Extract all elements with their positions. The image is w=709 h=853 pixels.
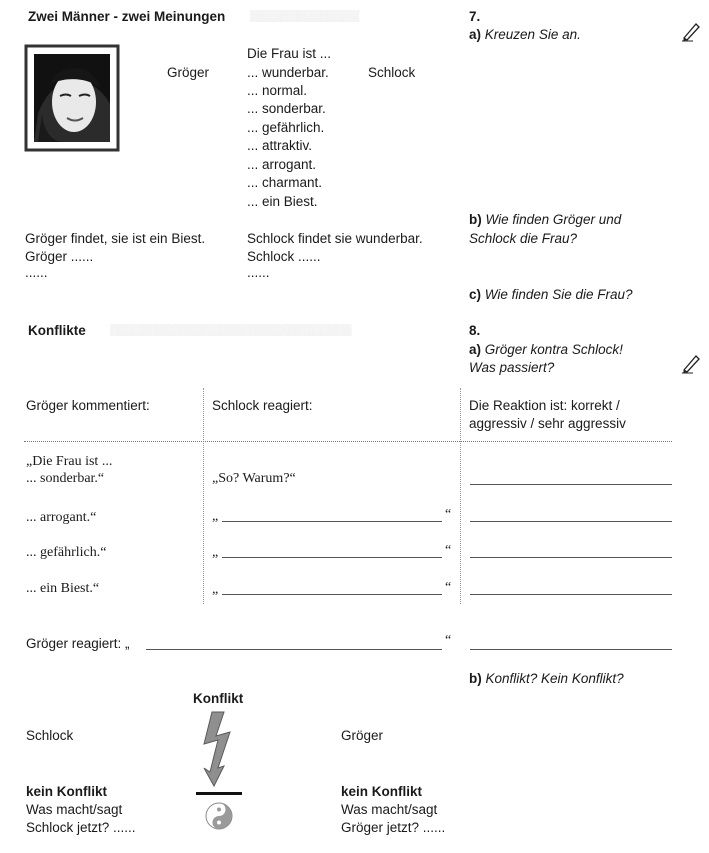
- woman-portrait: [24, 44, 120, 152]
- row2-open-quote: „: [212, 509, 219, 524]
- task7-c-text: Wie finden Sie die Frau?: [484, 287, 633, 302]
- row4-comment: ... ein Biest.“: [26, 581, 100, 596]
- ghost-print-1: ▒▒▒▒▒▒▒▒▒▒▒▒▒▒: [250, 10, 360, 22]
- groeger-rating-line[interactable]: [470, 649, 672, 650]
- pencil-icon: [680, 20, 702, 45]
- row4-open-quote: „: [212, 582, 219, 597]
- right-question-2: Gröger jetzt? ......: [341, 820, 446, 835]
- row3-close-quote: “: [445, 543, 452, 558]
- row4-reply-line[interactable]: [222, 594, 442, 595]
- row3-open-quote: „: [212, 545, 219, 560]
- row2-reply-line[interactable]: [222, 521, 442, 522]
- groeger-label: Gröger: [167, 65, 210, 80]
- adjective-item: ... normal.: [247, 83, 308, 98]
- task8-b: [469, 671, 624, 686]
- adjective-item: ... ein Biest.: [247, 194, 318, 209]
- task7-c-letter: c): [469, 287, 482, 302]
- task7-b-letter: b): [469, 212, 482, 227]
- yin-yang-icon: [205, 802, 233, 833]
- row1-reply: „So? Warum?“: [212, 471, 296, 486]
- row1-rating-line[interactable]: [470, 484, 672, 485]
- row3-reply-line[interactable]: [222, 557, 442, 558]
- col2-header: Schlock reagiert:: [212, 398, 313, 413]
- col1-header: Gröger kommentiert:: [26, 398, 150, 413]
- list-heading: Die Frau ist ...: [247, 46, 332, 61]
- section-title-konflikte: Konflikte: [28, 323, 86, 338]
- section-title-zwei-maenner: Zwei Männer - zwei Meinungen: [28, 9, 226, 24]
- groeger-reacts-label: Gröger reagiert: „: [26, 636, 130, 651]
- task8-number: 8.: [469, 323, 481, 338]
- row1-comment-line2: ... sonderbar.“: [26, 471, 105, 486]
- adjective-item: ... charmant.: [247, 175, 323, 190]
- adjective-item: ... wunderbar.: [247, 65, 329, 80]
- right-kein-konflikt: kein Konflikt: [341, 784, 423, 799]
- row2-rating-line[interactable]: [470, 521, 672, 522]
- task8-b-text: Konflikt? Kein Konflikt?: [485, 671, 624, 686]
- task8-a-line2: Was passiert?: [469, 360, 555, 375]
- task8-a-line1: Gröger kontra Schlock!: [484, 342, 623, 357]
- col3-header-line2: aggressiv / sehr aggressiv: [469, 416, 626, 431]
- konflikt-label: Konflikt: [193, 691, 244, 706]
- divider-bar: [196, 792, 242, 795]
- pencil-icon: [680, 352, 702, 377]
- task8-b-letter: b): [469, 671, 482, 686]
- task8-a: [469, 342, 623, 357]
- task7-b: [469, 212, 621, 227]
- task7-b-line2: Schlock die Frau?: [469, 231, 578, 246]
- groeger-close-quote: “: [445, 633, 452, 648]
- adjective-item: ... arrogant.: [247, 157, 317, 172]
- left-question-2: Schlock jetzt? ......: [26, 820, 136, 835]
- row4-rating-line[interactable]: [470, 594, 672, 595]
- task7-b-line1: Wie finden Gröger und: [485, 212, 622, 227]
- schlock-fill: Schlock ......: [247, 249, 321, 264]
- task7-a: [469, 27, 581, 42]
- schlock-label: Schlock: [368, 65, 416, 80]
- row2-comment: ... arrogant.“: [26, 510, 97, 525]
- task7-a-text: Kreuzen Sie an.: [484, 27, 581, 42]
- lightning-icon: [200, 710, 240, 791]
- row3-rating-line[interactable]: [470, 557, 672, 558]
- col3-header-line1: Die Reaktion ist: korrekt /: [469, 398, 620, 413]
- task7-a-letter: a): [469, 27, 482, 42]
- adjective-item: ... sonderbar.: [247, 101, 326, 116]
- ghost-print-2: ▒▒▒▒▒▒▒▒▒▒▒▒▒▒▒▒▒▒▒▒▒▒▒▒▒▒▒▒▒▒▒: [110, 324, 352, 336]
- groeger-fill: Gröger ......: [25, 249, 94, 264]
- adjective-item: ... gefährlich.: [247, 120, 325, 135]
- schlock-dots: ......: [247, 265, 270, 280]
- table-divider-2: [460, 388, 461, 604]
- left-kein-konflikt: kein Konflikt: [26, 784, 108, 799]
- task8-a-letter: a): [469, 342, 482, 357]
- right-question-1: Was macht/sagt: [341, 802, 438, 817]
- diagram-left-name: Schlock: [26, 728, 74, 743]
- adjective-item: ... attraktiv.: [247, 138, 313, 153]
- row1-comment-line1: „Die Frau ist ...: [26, 454, 113, 469]
- schlock-sentence: Schlock findet sie wunderbar.: [247, 231, 423, 246]
- table-header-rule: [24, 441, 672, 442]
- row4-close-quote: “: [445, 580, 452, 595]
- left-question-1: Was macht/sagt: [26, 802, 123, 817]
- table-divider-1: [203, 388, 204, 604]
- task7-number: 7.: [469, 9, 481, 24]
- groeger-dots: ......: [25, 265, 48, 280]
- row3-comment: ... gefährlich.“: [26, 545, 107, 560]
- groeger-reacts-line[interactable]: [146, 649, 442, 650]
- row2-close-quote: “: [445, 507, 452, 522]
- task7-c: [469, 287, 633, 302]
- diagram-right-name: Gröger: [341, 728, 384, 743]
- groeger-sentence: Gröger findet, sie ist ein Biest.: [25, 231, 206, 246]
